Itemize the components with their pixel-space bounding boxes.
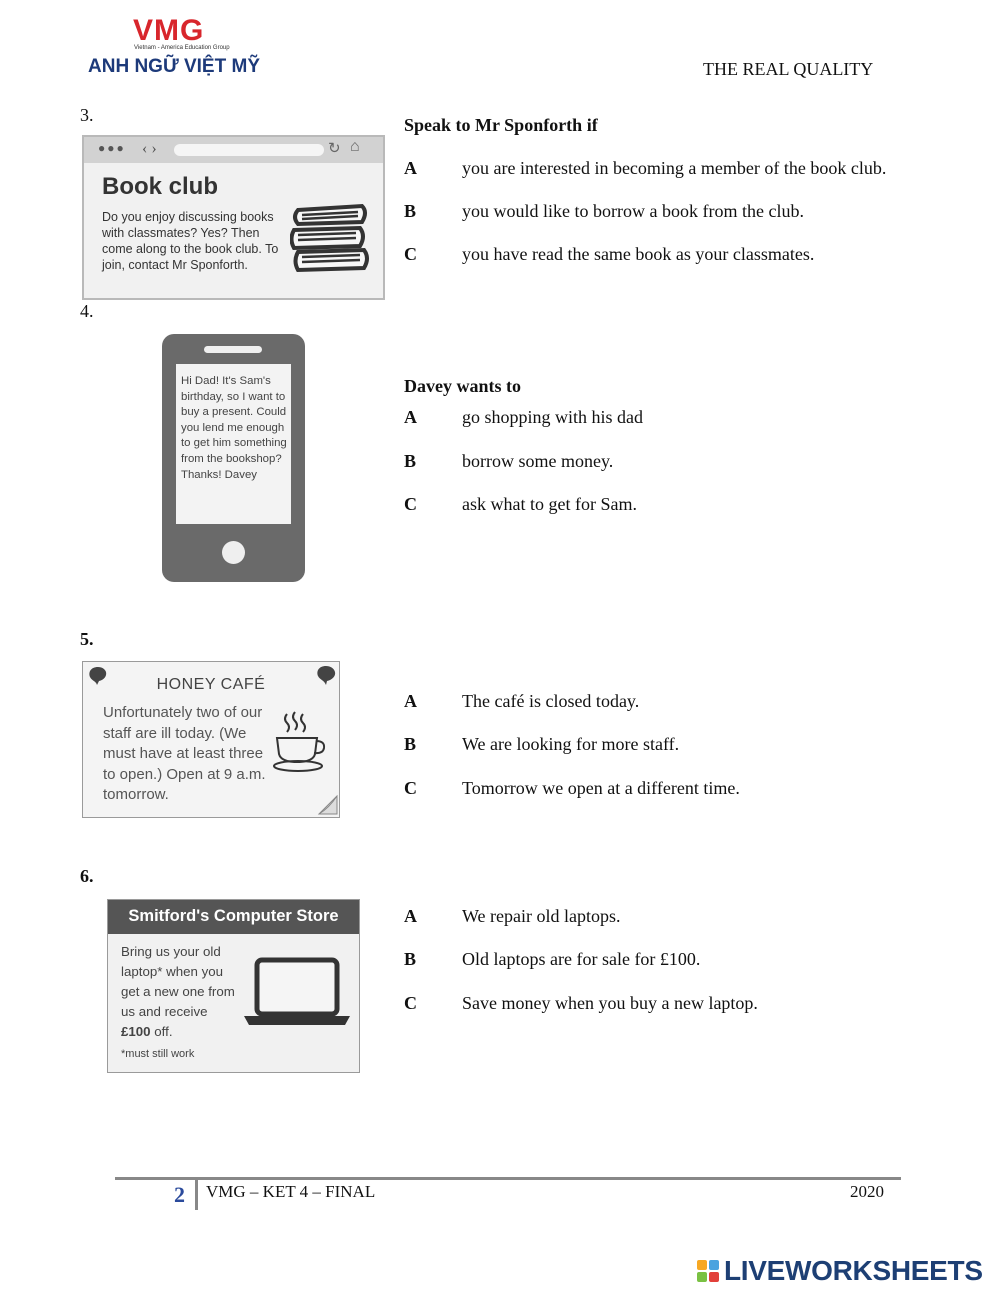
liveworksheets-text: LIVEWORKSHEETS — [724, 1255, 983, 1286]
question-3-option-a[interactable] — [404, 158, 964, 180]
window-dots-icon: ●●● — [98, 141, 126, 155]
option-letter: B — [404, 201, 417, 221]
question-3-stem: Speak to Mr Sponforth if — [404, 115, 598, 135]
option-text: We repair old laptops. — [462, 906, 621, 926]
liveworksheets-logo-icon — [697, 1260, 721, 1282]
page-number: 2 — [174, 1182, 185, 1207]
coffee-cup-icon — [271, 710, 327, 774]
option-text: ask what to get for Sam. — [462, 494, 637, 514]
option-text: Tomorrow we open at a different time. — [462, 778, 740, 798]
footer-year: 2020 — [850, 1182, 884, 1201]
option-letter: A — [404, 407, 417, 427]
option-text: you are interested in becoming a member of the book club. — [462, 158, 887, 178]
option-letter: C — [404, 993, 417, 1013]
books-stack-icon — [290, 202, 372, 274]
option-letter: C — [404, 244, 417, 264]
question-4-option-c[interactable] — [404, 494, 964, 516]
option-letter: A — [404, 906, 417, 926]
question-3-number: 3. — [80, 105, 94, 125]
phone-speaker — [204, 346, 262, 353]
browser-toolbar — [84, 137, 383, 163]
store-title: Smitford's Computer Store — [128, 907, 339, 925]
laptop-icon — [241, 956, 353, 1028]
option-text: you have read the same book as your classmates. — [462, 244, 815, 264]
question-6-number: 6. — [80, 866, 94, 886]
question-4-number: 4. — [80, 301, 94, 321]
store-text — [121, 942, 236, 1042]
header-tagline: THE REAL QUALITY — [703, 59, 874, 79]
question-4-stem: Davey wants to — [404, 376, 521, 396]
cafe-title: HONEY CAFÉ — [156, 676, 266, 693]
home-icon: ⌂ — [350, 138, 360, 155]
store-footnote: *must still work — [121, 1048, 195, 1060]
question-6-option-c[interactable] — [404, 993, 964, 1015]
option-letter: B — [404, 949, 417, 969]
option-letter: A — [404, 158, 417, 178]
question-3-option-b[interactable] — [404, 201, 964, 223]
book-club-title: Book club — [102, 173, 219, 200]
option-text: borrow some money. — [462, 451, 614, 471]
question-5-option-a[interactable] — [404, 691, 964, 713]
footer-divider — [115, 1177, 901, 1180]
question-5-option-b[interactable] — [404, 734, 964, 756]
question-6-option-a[interactable] — [404, 906, 964, 928]
phone-message-notice — [162, 334, 305, 582]
back-forward-icon: ‹ › — [142, 140, 157, 157]
computer-store-notice — [107, 899, 360, 1073]
reload-icon: ↻ — [328, 141, 341, 157]
store-text-part-2: off. — [150, 1024, 173, 1039]
honey-cafe-notice — [82, 661, 340, 818]
book-club-text: Do you enjoy discussing books with classmates? Yes? Then come along to the book club. To join, contact Mr Sponforth. — [102, 210, 279, 272]
option-letter: B — [404, 734, 417, 754]
cafe-text: Unfortunately two of our staff are ill today. (We must have at least three to open.) Open at 9 a.m. tomorrow. — [103, 704, 266, 803]
option-text: go shopping with his dad — [462, 407, 644, 427]
question-4-option-a[interactable] — [404, 407, 964, 429]
phone-screen — [176, 364, 291, 524]
footer-vertical-divider — [195, 1180, 198, 1210]
option-letter: C — [404, 778, 417, 798]
footer-doc-title: VMG – KET 4 – FINAL — [206, 1182, 376, 1201]
store-discount: £100 — [121, 1024, 151, 1039]
book-club-notice — [82, 135, 385, 300]
phone-message-text: Hi Dad! It's Sam's birthday, so I want to buy a present. Could you lend me enough to get him something from the bookshop? Thanks! Davey — [181, 375, 287, 481]
store-text-part-1: Bring us your old laptop* when you get a new one from us and receive — [121, 944, 235, 1019]
question-3-option-c[interactable] — [404, 244, 964, 266]
question-4-option-b[interactable] — [404, 451, 964, 473]
question-5-number: 5. — [80, 629, 94, 649]
question-6-option-b[interactable] — [404, 949, 964, 971]
option-text: Old laptops are for sale for £100. — [462, 949, 701, 969]
address-bar — [174, 144, 324, 156]
phone-home-button-icon — [222, 541, 245, 564]
option-text: We are looking for more staff. — [462, 734, 680, 754]
vmg-logo-subtitle: Vietnam - America Education Group — [134, 45, 230, 51]
question-5-option-c[interactable] — [404, 778, 964, 800]
curled-corner-icon — [317, 792, 339, 816]
liveworksheets-watermark — [697, 1254, 993, 1288]
option-letter: A — [404, 691, 417, 711]
option-letter: B — [404, 451, 417, 471]
store-header — [108, 900, 359, 934]
option-text: Save money when you buy a new laptop. — [462, 993, 758, 1013]
vmg-logo-name: ANH NGỮ VIỆT MỸ — [88, 56, 260, 77]
option-text: The café is closed today. — [462, 691, 640, 711]
option-letter: C — [404, 494, 417, 514]
vmg-logo-mark: VMG — [133, 14, 205, 47]
option-text: you would like to borrow a book from the club. — [462, 201, 804, 221]
